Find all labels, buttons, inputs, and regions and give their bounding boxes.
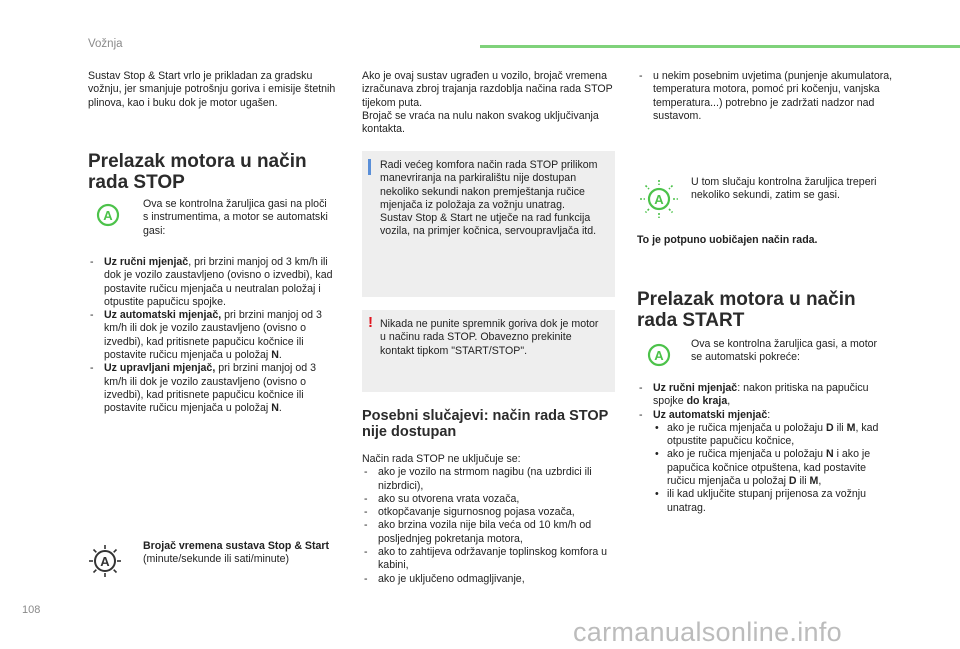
- stop-start-lamp-icon: [644, 340, 674, 370]
- blinking-lamp-description: U tom slučaju kontrolna žaruljica treperi nekoliko sekundi, zatim se gasi.: [691, 176, 877, 202]
- list-item: - ako to zahtijeva održavanje toplinskog komfora u kabini,: [362, 546, 614, 573]
- list-item: - otkopčavanje sigurnosnog pojasa vozača,: [362, 506, 614, 519]
- list-item: - Uz ručni mjenjač, pri brzini manjoj od 3 km/h ili dok je vozilo zaustavljeno (ovisno o izvedbi), kad postavite ručicu mjenjača u neutralan položaj i otpustite papučicu spojke.: [88, 256, 338, 309]
- info-box: [362, 151, 615, 297]
- info-text-2: Sustav Stop & Start ne utječe na rad funkcija vozila, na primjer kočnica, servoupravljača itd.: [380, 212, 597, 238]
- special-cases: [362, 453, 614, 586]
- list-item: - ako je vozilo na strmom nagibu (na uzbrdici ili nizbrdici),: [362, 466, 614, 493]
- counter-paragraph: [362, 70, 614, 136]
- counter-text: Ako je ovaj sustav ugrađen u vozilo, brojač vremena izračunava zbroj trajanja razdoblja načina rada STOP tijekom puta.: [362, 70, 613, 109]
- special-cases-heading: Posebni slučajevi: način rada STOP nije dostupan: [362, 408, 609, 440]
- list-item: - ako su otvorena vrata vozača,: [362, 493, 614, 506]
- counter-reset-text: Brojač se vraća na nulu nakon svakog uključivanja kontakta.: [362, 109, 599, 136]
- counter-units: (minute/sekunde ili sati/minute): [143, 553, 290, 566]
- warning-exclamation-icon: !: [368, 314, 373, 331]
- section-label: Vožnja: [88, 38, 123, 50]
- warning-text: Nikada ne punite spremnik goriva dok je motor u načinu rada STOP. Obavezno prekinite kontakt tipkom "START/STOP".: [380, 318, 599, 357]
- counter-description: [143, 540, 333, 567]
- list-item: - Uz ručni mjenjač: nakon pritiska na papučicu spojke do kraja,: [637, 382, 893, 409]
- list-item: - Uz automatski mjenjač, pri brzini manjoj od 3 km/h ili dok je vozilo zaustavljeno (ovisno o izvedbi), kad pritisnete papučicu kočnice ili postavite ručicu mjenjača u položaj N.: [88, 309, 338, 362]
- list-item: - Uz automatski mjenjač: • ako je ručica mjenjača u položaju D ili M, kad otpustite papučicu kočnice, • ako je ručica mjenjača u položaju N i ako je papučica kočnice otpuštena, kad postavite ručicu mjenjača u položaj D ili M, • ili kad uključite stupanj prijenosa za vožnju unatrag.: [637, 409, 893, 515]
- list-item: - ako je uključeno odmagljivanje,: [362, 573, 614, 586]
- svg-text:A: A: [103, 208, 113, 223]
- sub-list-item: • ako je ručica mjenjača u položaju D ili M, kad otpustite papučicu kočnice,: [653, 422, 893, 449]
- stop-conditions-list: [88, 256, 338, 416]
- intro-text: Sustav Stop & Start vrlo je prikladan za gradsku vožnju, jer smanjuje potrošnju goriva i emisije štetnih plinova, kao i buku dok je motor ugašen.: [88, 70, 336, 109]
- sub-list-item: • ako je ručica mjenjača u položaju N i ako je papučica kočnice otpuštena, kad postavite ručicu mjenjača u položaj D ili M,: [653, 448, 893, 488]
- stop-lamp-description: Ova se kontrolna žaruljica gasi na ploči s instrumentima, a motor se automatski gasi:: [143, 198, 328, 237]
- sub-list-item: • ili kad uključite stupanj prijenosa za vožnju unatrag.: [653, 488, 893, 515]
- warning-box: [362, 310, 615, 392]
- svg-text:A: A: [654, 192, 664, 207]
- watermark: carmanualsonline.info: [573, 617, 842, 647]
- blinking-lamp-icon: [639, 179, 679, 219]
- start-lamp-description: Ova se kontrolna žaruljica gasi, a motor se automatski pokreće:: [691, 338, 878, 364]
- page-number: 108: [22, 604, 41, 616]
- normal-operation-note: To je potpuno uobičajen način rada.: [637, 234, 818, 246]
- section-accent-bar: [480, 45, 960, 48]
- svg-text:A: A: [654, 348, 664, 363]
- svg-text:A: A: [100, 554, 110, 569]
- start-mode-heading: Prelazak motora u način rada START: [637, 289, 856, 331]
- info-text: Radi većeg komfora način rada STOP prilikom manevriranja na parkiralištu nije dostupan nekoliko sekundi nakon premještanja ručice mjenjača iz položaja za vožnju unatrag.: [380, 159, 598, 211]
- list-item: - ako brzina vozila nije bila veća od 10 km/h od posljednjeg pokretanja motora,: [362, 519, 614, 546]
- special-cases-continued: [637, 70, 893, 123]
- list-item: - Uz upravljani mjenjač, pri brzini manjoj od 3 km/h ili dok je vozilo zaustavljeno (ovisno o izvedbi), kad pritisnete papučicu kočnice ili postavite ručicu mjenjača u položaj N.: [88, 362, 338, 415]
- start-conditions-list: [637, 382, 893, 515]
- special-intro: Način rada STOP ne uključuje se:: [362, 453, 521, 465]
- counter-title: Brojač vremena sustava Stop & Start: [143, 540, 330, 552]
- stop-start-counter-icon: [88, 544, 122, 578]
- list-item: - u nekim posebnim uvjetima (punjenje akumulatora, temperatura motora, pomoć pri kočenju, vanjska temperatura...) potrebno je zadržati nadzor nad sustavom.: [637, 70, 893, 123]
- intro-paragraph: [88, 70, 338, 110]
- stop-start-lamp-icon: [93, 200, 123, 230]
- stop-mode-heading: Prelazak motora u način rada STOP: [88, 151, 307, 193]
